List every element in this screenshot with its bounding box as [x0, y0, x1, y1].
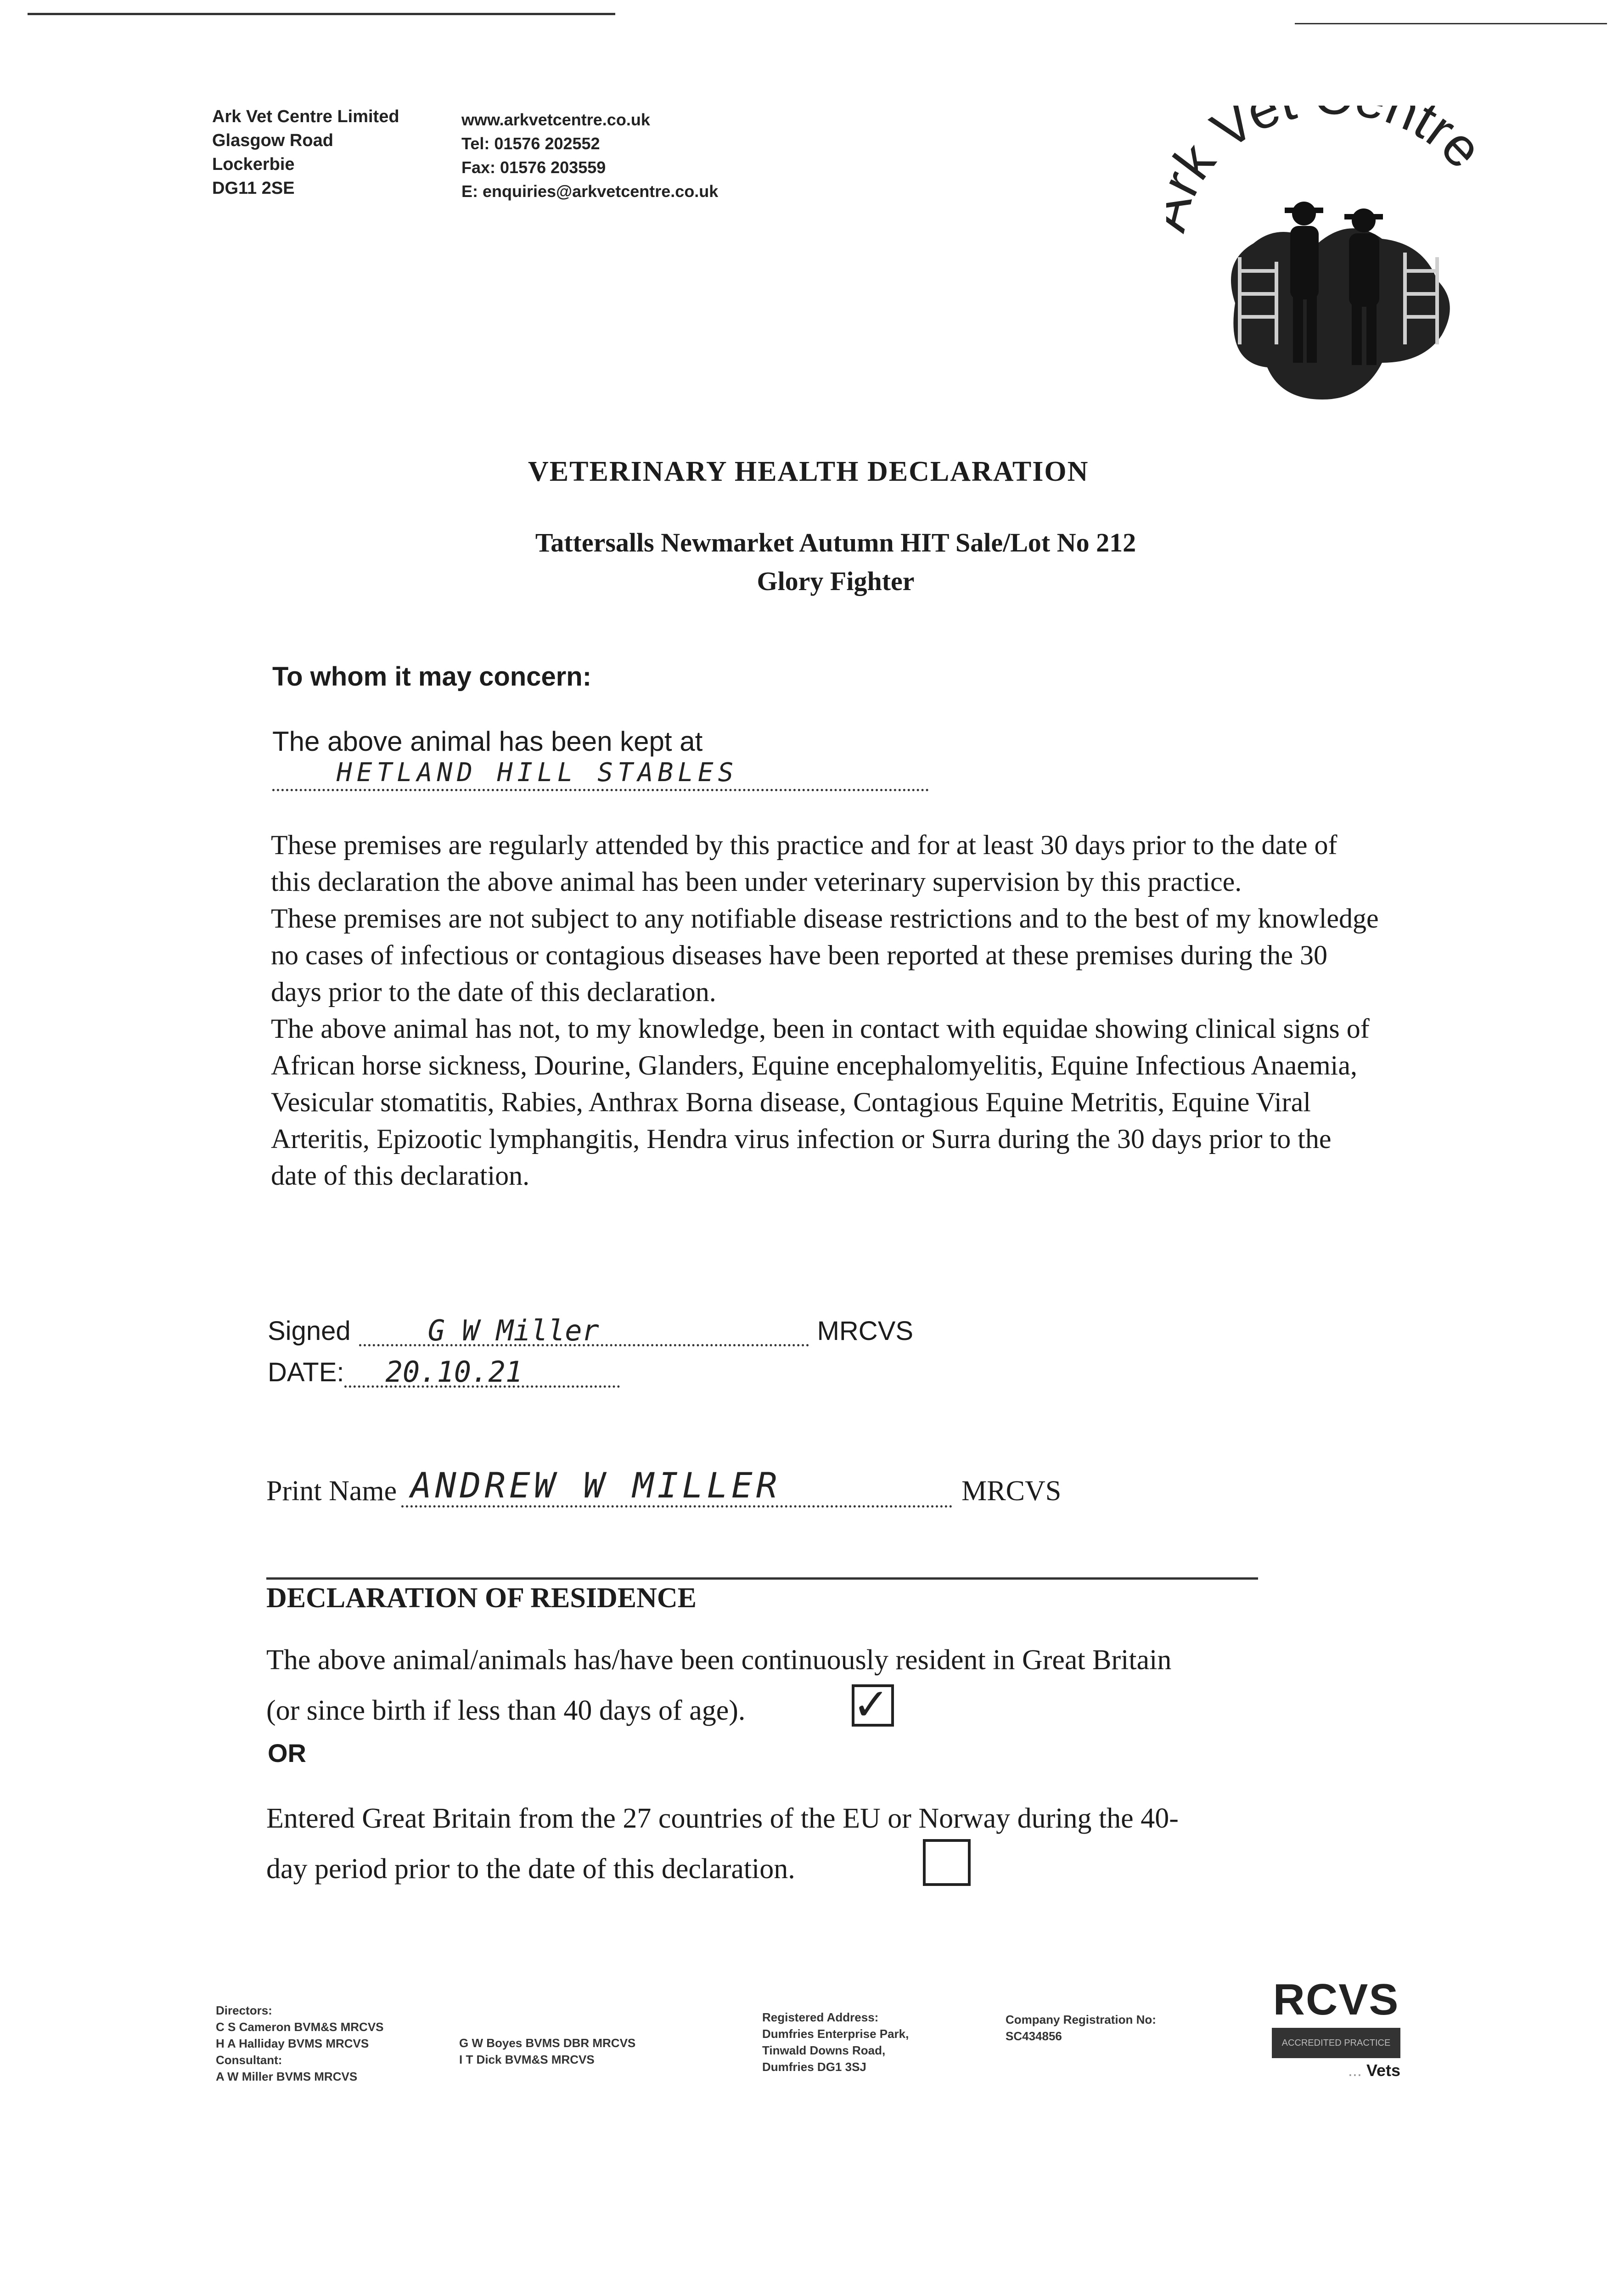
eu-entry-checkbox[interactable]: [923, 1839, 971, 1886]
paragraph-contact: The above animal has not, to my knowledge, been in contact with equidae showing clinical signs of African horse sickness, Dourine, Glanders, Equine encephalomyelitis, Equine Infectious Anaemia, Vesicular stomatitis, Rabies, Anthrax Borna disease, Contagious Equine Metritis, Equine Viral Arteritis, Epizootic lymphangitis, Hendra virus infection or Surra during the 30 days prior to the date of this declaration.: [271, 1013, 1370, 1191]
company-reg-number: SC434856: [1006, 2029, 1062, 2043]
footer-directors: [216, 2002, 384, 2085]
phone-number: Tel: 01576 202552: [461, 134, 600, 153]
address-line: Lockerbie: [212, 155, 295, 174]
registered-line: Tinwald Downs Road,: [762, 2043, 886, 2057]
print-name-value: ANDREW W MILLER: [410, 1465, 781, 1506]
paragraph-supervision: These premises are regularly attended by this practice and for at least 30 days prior to the date of this declaration the above animal has been under veterinary supervision by this practice.: [271, 830, 1337, 897]
sale-heading: [321, 523, 1350, 601]
address-line: Ark Vet Centre Limited: [212, 107, 399, 126]
consultant-label: Consultant:: [216, 2053, 282, 2067]
director: H A Halliday BVMS MRCVS: [216, 2037, 369, 2050]
section-divider: [266, 1577, 1258, 1580]
company-reg-label: Company Registration No:: [1006, 2013, 1156, 2026]
company-address: [212, 105, 399, 200]
registered-line: Dumfries DG1 3SJ: [762, 2060, 866, 2074]
residence-line-4: day period prior to the date of this declaration.: [266, 1853, 795, 1885]
address-line: DG11 2SE: [212, 179, 295, 198]
website-link[interactable]: www.arkvetcentre.co.uk: [461, 110, 650, 129]
salutation: To whom it may concern:: [272, 662, 592, 692]
logo-text: k Ve ntre: [1166, 106, 1495, 191]
check-mark-icon: ✓: [855, 1673, 886, 1732]
residence-heading: DECLARATION OF RESIDENCE: [266, 1582, 697, 1614]
residence-line-2: (or since birth if less than 40 days of age).: [266, 1695, 746, 1726]
footer-directors-2: [459, 2035, 635, 2068]
fax-number: Fax: 01576 203559: [461, 158, 606, 177]
signed-label: Signed: [268, 1316, 351, 1346]
rcvs-logo-text: RCVS: [1273, 1975, 1399, 2024]
page-title: VETERINARY HEALTH DECLARATION: [528, 456, 1089, 487]
scan-edge-line: [1295, 23, 1607, 24]
horse-name: Glory Fighter: [757, 566, 915, 596]
vets-text: Vets: [1366, 2061, 1400, 2080]
date-row: [268, 1357, 620, 1388]
print-name-suffix: MRCVS: [961, 1475, 1062, 1507]
paragraph-restrictions: These premises are not subject to any notifiable disease restrictions and to the best of my knowledge no cases of infectious or contagious diseases have been reported at these premises during the 30 days prior to the date of this declaration.: [271, 903, 1379, 1007]
residence-line-1: The above animal/animals has/have been continuously resident in Great Britain: [266, 1644, 1172, 1676]
declaration-body: [271, 827, 1382, 1194]
email-link[interactable]: E: enquiries@arkvetcentre.co.uk: [461, 182, 719, 201]
date-line: [344, 1357, 620, 1388]
signed-suffix: MRCVS: [817, 1316, 914, 1346]
registered-line: Dumfries Enterprise Park,: [762, 2027, 909, 2041]
kept-at-value: HETLAND HILL STABLES: [337, 758, 738, 788]
address-line: Glasgow Road: [212, 131, 333, 150]
print-name-row: [266, 1465, 1062, 1508]
signature-line: [359, 1316, 809, 1346]
rcvs-accreditation: ACCREDITED PRACTICE: [1272, 2028, 1400, 2058]
ark-vet-logo: [1166, 106, 1497, 418]
director: I T Dick BVM&S MRCVS: [459, 2053, 595, 2066]
registered-label: Registered Address:: [762, 2010, 879, 2024]
or-label: OR: [268, 1739, 306, 1767]
vets-mark: [1267, 2061, 1400, 2080]
print-name-line: [401, 1465, 952, 1508]
print-name-label: Print Name: [266, 1475, 397, 1507]
two-men-at-gate-logo-icon: [1166, 106, 1497, 418]
scan-edge-line: [28, 13, 615, 15]
resident-checkbox[interactable]: [852, 1673, 894, 1732]
svg-text:Ark Vet Centre: [1166, 106, 1494, 237]
footer-company-registration: [1006, 2011, 1156, 2044]
vets-prefix: ...: [1348, 2061, 1362, 2080]
date-label: DATE:: [268, 1357, 344, 1387]
company-contact: [461, 108, 718, 203]
directors-label: Directors:: [216, 2003, 272, 2017]
footer-registered-address: [762, 2009, 909, 2075]
sale-lot-line: Tattersalls Newmarket Autumn HIT Sale/Lot No 212: [535, 528, 1136, 557]
consultant: A W Miller BVMS MRCVS: [216, 2070, 358, 2083]
rcvs-badge: [1267, 1975, 1405, 2122]
date-value: 20.10.21: [385, 1355, 523, 1389]
director: C S Cameron BVM&S MRCVS: [216, 2020, 384, 2034]
kept-at-label: The above animal has been kept at: [272, 726, 703, 757]
kept-at-field: [272, 758, 929, 791]
director: G W Boyes BVMS DBR MRCVS: [459, 2036, 636, 2050]
signature: G W Miller: [427, 1314, 599, 1347]
residence-line-3: Entered Great Britain from the 27 countries of the EU or Norway during the 40-: [266, 1803, 1179, 1834]
signed-row: [268, 1316, 913, 1346]
